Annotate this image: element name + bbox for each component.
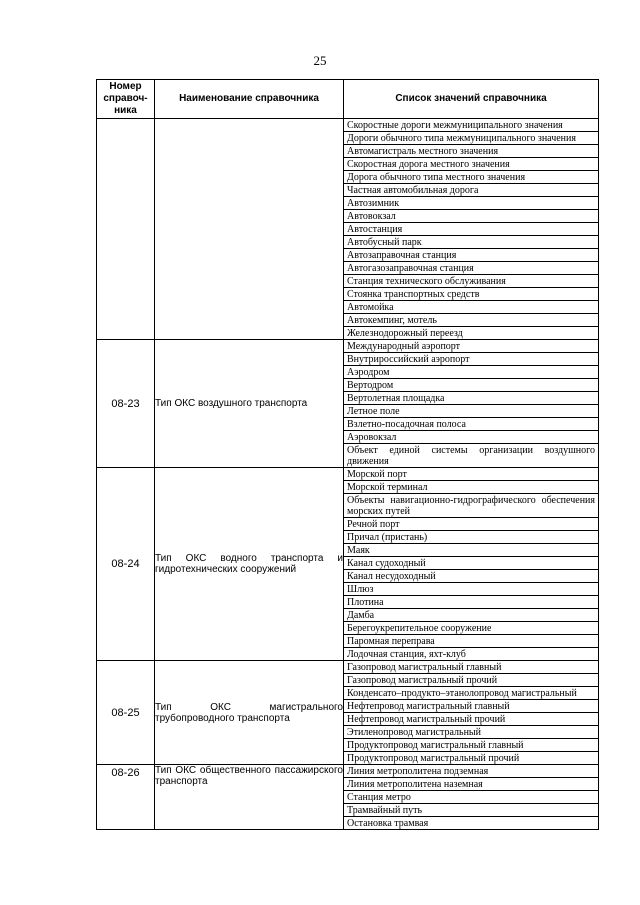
reference-number: 08-23 [97, 340, 155, 468]
reference-values [344, 119, 599, 340]
value-item: Линия метрополитена наземная [344, 778, 598, 791]
value-item: Лодочная станция, яхт-клуб [347, 649, 466, 660]
reference-name: Тип ОКС общественного пассажирского транспорта [155, 765, 344, 830]
value-item: Автомойка [344, 301, 598, 314]
value-item: Вертолетная площадка [344, 392, 598, 405]
table-row [97, 765, 599, 830]
reference-table [96, 79, 599, 830]
value-item: Летное поле [344, 405, 598, 418]
reference-name: Тип ОКС водного транспорта и гидротехнических сооружений [155, 468, 344, 661]
value-item: Вертодром [344, 379, 598, 392]
value-item: Автомагистраль местного значения [344, 145, 598, 158]
value-item: Автозаправочная станция [344, 249, 598, 262]
value-item: Аэровокзал [344, 431, 598, 444]
value-item: Автовокзал [344, 210, 598, 223]
value-item: Аэродром [344, 366, 598, 379]
value-item: Остановка трамвая [347, 818, 429, 829]
value-item: Взлетно-посадочная полоса [344, 418, 598, 431]
reference-values [344, 340, 599, 468]
value-item: Морской терминал [344, 481, 598, 494]
reference-name: Тип ОКС магистрального трубопроводного транспорта [155, 661, 344, 765]
page-number: 25 [313, 53, 327, 68]
reference-number: 08-24 [97, 468, 155, 661]
value-item: Канал судоходный [344, 557, 598, 570]
value-item: Нефтепровод магистральный главный [344, 700, 598, 713]
reference-name: Тип ОКС воздушного транспорта [155, 340, 344, 468]
value-item: Этиленопровод магистральный [344, 726, 598, 739]
value-item: Автозимник [344, 197, 598, 210]
value-item: Объект единой системы организации воздушного движения [347, 445, 595, 467]
value-item: Внутрироссийский аэропорт [344, 353, 598, 366]
value-item: Станция технического обслуживания [344, 275, 598, 288]
value-item: Речной порт [344, 518, 598, 531]
header-number: Номер справоч-ника [97, 80, 155, 119]
value-item: Газопровод магистральный главный [344, 661, 598, 674]
reference-values [344, 765, 599, 830]
reference-values [344, 661, 599, 765]
value-item: Автобусный парк [344, 236, 598, 249]
value-item: Маяк [344, 544, 598, 557]
reference-number: 08-26 [97, 765, 155, 830]
value-item: Скоростные дороги межмуниципального значения [344, 119, 598, 132]
value-item: Автокемпинг, мотель [344, 314, 598, 327]
table-row [97, 661, 599, 765]
value-item: Причал (пристань) [344, 531, 598, 544]
value-item: Плотина [344, 596, 598, 609]
value-item: Дамба [344, 609, 598, 622]
value-item: Станция метро [344, 791, 598, 804]
value-item: Канал несудоходный [344, 570, 598, 583]
reference-values [344, 468, 599, 661]
table-row [97, 119, 599, 340]
value-item: Продуктопровод магистральный главный [344, 739, 598, 752]
table-row [97, 468, 599, 661]
value-item: Международный аэропорт [344, 340, 598, 353]
value-item: Берегоукрепительное сооружение [344, 622, 598, 635]
value-item: Частная автомобильная дорога [344, 184, 598, 197]
value-item: Конденсато–продукто–этанолопровод магистральный [344, 687, 598, 700]
reference-number: 08-25 [97, 661, 155, 765]
value-item: Скоростная дорога местного значения [344, 158, 598, 171]
value-item: Дорога обычного типа местного значения [344, 171, 598, 184]
header-name: Наименование справочника [155, 80, 344, 119]
value-item: Шлюз [344, 583, 598, 596]
reference-name [155, 119, 344, 340]
value-item: Линия метрополитена подземная [344, 765, 598, 778]
value-item: Стоянка транспортных средств [344, 288, 598, 301]
value-item: Автостанция [344, 223, 598, 236]
value-item: Автогазозаправочная станция [344, 262, 598, 275]
table-header-row [97, 80, 599, 119]
value-item: Трамвайный путь [344, 804, 598, 817]
value-item: Продуктопровод магистральный прочий [347, 753, 520, 764]
value-item: Паромная переправа [344, 635, 598, 648]
table-row [97, 340, 599, 468]
value-item: Дороги обычного типа межмуниципального значения [344, 132, 598, 145]
reference-number [97, 119, 155, 340]
value-item: Нефтепровод магистральный прочий [344, 713, 598, 726]
header-values: Список значений справочника [344, 80, 599, 119]
value-item: Железнодорожный переезд [347, 328, 463, 339]
value-item: Газопровод магистральный прочий [344, 674, 598, 687]
value-item: Морской порт [344, 468, 598, 481]
value-item: Объекты навигационно-гидрографического обеспечения морских путей [344, 494, 598, 518]
